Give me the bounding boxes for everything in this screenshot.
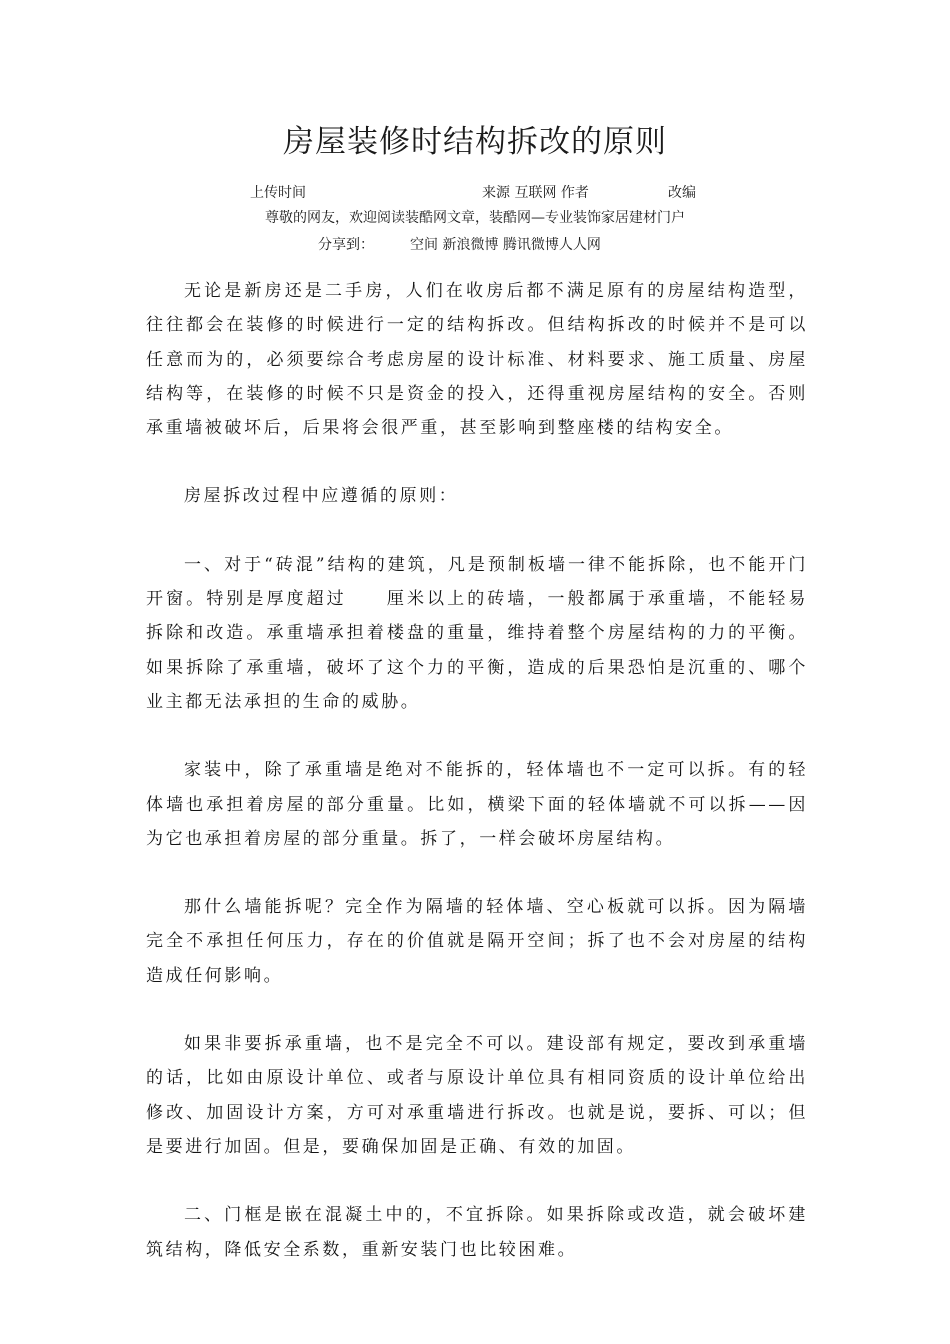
edit-label: 改编 <box>668 185 696 201</box>
paragraph-light-wall: 家装中，除了承重墙是绝对不能拆的，轻体墙也不一定可以拆。有的轻体墙也承担着房屋的部分重量。比如，横梁下面的轻体墙就不可以拆——因为它也承担着房屋的部分重量。拆了，一样会破坏房屋结构。 <box>146 760 808 849</box>
source-author-label: 来源 互联网 作者 <box>482 185 589 201</box>
paragraph-principle-one: 一、对于“砖混”结构的建筑，凡是预制板墙一律不能拆除，也不能开门开窗。特别是厚度超过 厘米以上的砖墙，一般都属于承重墙，不能轻易拆除和改造。承重墙承担着楼盘的重量，维持着整个房屋结构的力的平衡。如果拆除了承重墙，破坏了这个力的平衡，造成的后果恐怕是沉重的、哪个业主都无法承担的生命的威胁。 <box>146 554 808 712</box>
paragraph-load-bearing-rule: 如果非要拆承重墙，也不是完全不可以。建设部有规定，要改到承重墙的话，比如由原设计单位、或者与原设计单位具有相同资质的设计单位给出修改、加固设计方案，方可对承重墙进行拆改。也就是说，要拆、可以；但是要进行加固。但是，要确保加固是正确、有效的加固。 <box>146 1034 808 1157</box>
paragraph-principles-heading: 房屋拆改过程中应遵循的原则： <box>184 486 459 507</box>
page-title: 房屋装修时结构拆改的原则 <box>283 124 667 160</box>
paragraph-intro: 无论是新房还是二手房，人们在收房后都不满足原有的房屋结构造型，往往都会在装修的时候进行一定的结构拆改。但结构拆改的时候并不是可以任意而为的，必须要综合考虑房屋的设计标准、材料要求、施工质量、房屋结构等，在装修的时候不只是资金的投入，还得重视房屋结构的安全。否则承重墙被破坏后，后果将会很严重，甚至影响到整座楼的结构安全。 <box>146 281 808 439</box>
share-targets: 空间 新浪微博 腾讯微博人人网 <box>410 237 601 253</box>
welcome-text: 尊敬的网友，欢迎阅读装酷网文章，装酷网—专业装饰家居建材门户 <box>265 210 685 226</box>
article-body <box>146 274 808 1267</box>
share-label: 分享到： <box>318 237 374 253</box>
upload-time-label: 上传时间 <box>250 185 306 201</box>
paragraph-removable-wall: 那什么墙能拆呢？完全作为隔墙的轻体墙、空心板就可以拆。因为隔墙完全不承担任何压力，存在的价值就是隔开空间；拆了也不会对房屋的结构造成任何影响。 <box>146 897 808 986</box>
paragraph-principle-two: 二、门框是嵌在混凝土中的，不宜拆除。如果拆除或改造，就会破坏建筑结构，降低安全系数，重新安装门也比较困难。 <box>146 1205 808 1260</box>
